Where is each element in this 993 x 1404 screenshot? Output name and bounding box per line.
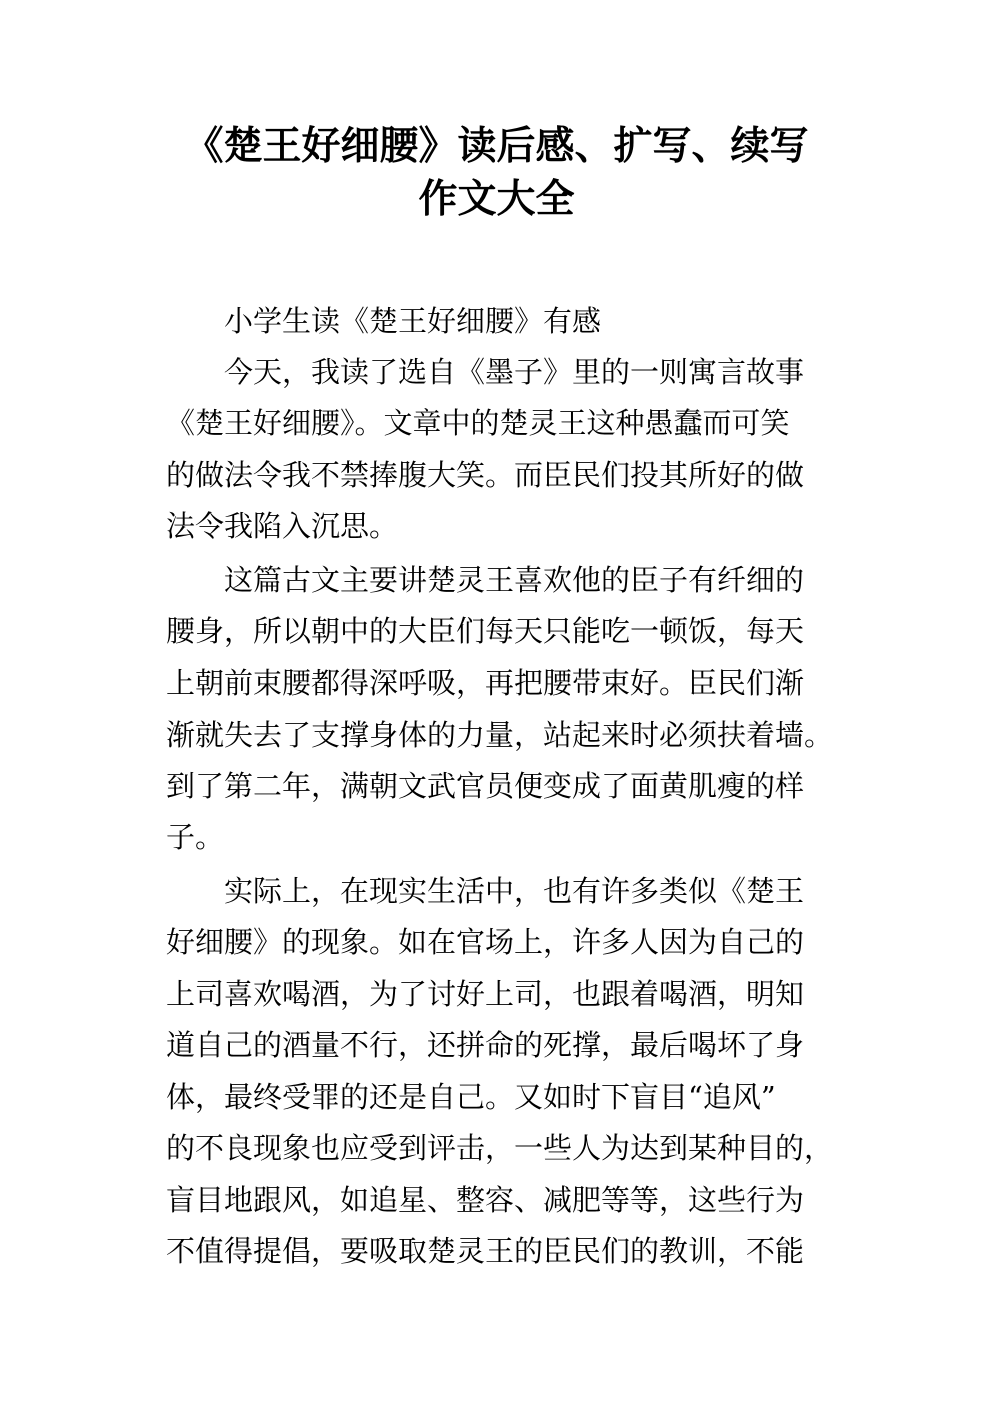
paragraph-line: 这篇古文主要讲楚灵王喜欢他的臣子有纤细的 [224,563,805,597]
document-title-line-1: 《楚王好细腰》读后感、扩写、续写 [184,124,809,169]
paragraph-line: 实际上，在现实生活中，也有许多类似《楚王 [224,874,805,908]
paragraph-line: 体，最终受罪的还是自己。又如时下盲目“追风” [166,1080,776,1114]
paragraph-line: 法令我陷入沉思。 [166,509,399,543]
paragraph-line: 不值得提倡，要吸取楚灵王的臣民们的教训，不能 [166,1234,805,1268]
paragraph-line: 上司喜欢喝酒，为了讨好上司，也跟着喝酒，明知 [166,977,805,1011]
paragraph-line: 子。 [166,820,225,854]
paragraph-line: 上朝前束腰都得深呼吸，再把腰带束好。臣民们渐 [166,666,805,700]
paragraph-line: 盲目地跟风，如追星、整容、减肥等等，这些行为 [166,1183,805,1217]
paragraph-line: 渐就失去了支撑身体的力量，站起来时必须扶着墙。 [166,718,834,752]
paragraph-line: 今天，我读了选自《墨子》里的一则寓言故事 [224,355,805,389]
paragraph-line: 《楚王好细腰》。文章中的楚灵王这种愚蠢而可笑 [166,406,790,440]
subtitle: 小学生读《楚王好细腰》有感 [224,304,602,338]
paragraph-line: 的不良现象也应受到评击，一些人为达到某种目的， [166,1131,834,1165]
paragraph-line: 的做法令我不禁捧腹大笑。而臣民们投其所好的做 [166,458,805,492]
paragraph-line: 道自己的酒量不行，还拼命的死撑，最后喝坏了身 [166,1028,805,1062]
paragraph-line: 腰身，所以朝中的大臣们每天只能吃一顿饭，每天 [166,614,805,648]
document-title-line-2: 作文大全 [418,177,575,222]
paragraph-line: 好细腰》的现象。如在官场上，许多人因为自己的 [166,925,805,959]
paragraph-line: 到了第二年，满朝文武官员便变成了面黄肌瘦的样 [166,769,805,803]
